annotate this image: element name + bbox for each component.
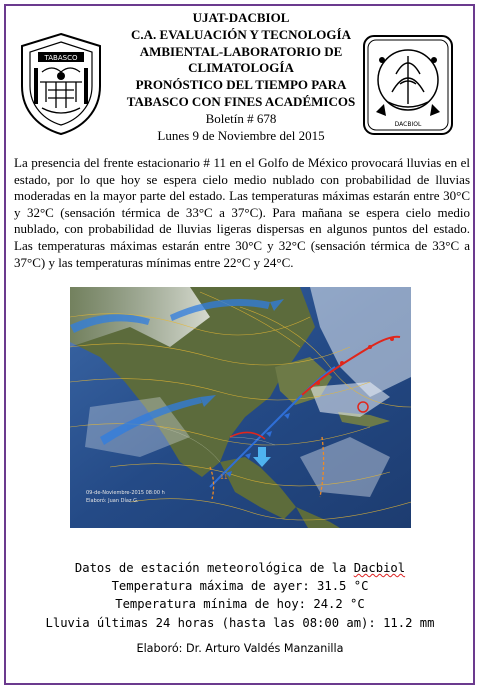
station-title: Datos de estación meteorológica de la Dacbiol xyxy=(74,561,406,575)
report-date: Lunes 9 de Noviembre del 2015 xyxy=(157,127,325,143)
max-temp-line: Temperatura máxima de ayer: 31.5 °C xyxy=(111,579,369,594)
report-title-line2: TABASCO CON FINES ACADÉMICOS xyxy=(126,93,356,109)
institution-title: UJAT-DACBIOL xyxy=(192,10,290,25)
forecast-paragraph: La presencia del frente estacionario # 11 en el Golfo de México provocará lluvias en el estado, por lo que hoy se espera cielo medio nublado con probabilidad de lluvias moderadas en la mayor parte del estado. Las temperaturas máximas estarán entre 30°C y 32°C (sensación térmica de 33°C a 37°C). Para mañana se espera cielo medio nublado, con probabilidad de lluvias ligeras dispersas en algunos puntos del estado. Las temperaturas máximas estarán entre 30°C y 32°C (sensación térmica de 33°C a 37°C) y las temperaturas mínimas entre 22°C y 24°C. xyxy=(14,155,470,270)
academic-body: C.A. EVALUACIÓN Y TECNOLOGÍA xyxy=(131,26,351,42)
rainfall-line: Lluvia últimas 24 horas (hasta las 08:00 am): 11.2 mm xyxy=(45,615,435,630)
lab-name-line2: CLIMATOLOGÍA xyxy=(188,60,294,76)
header-block xyxy=(118,10,364,144)
report-title-line1: PRONÓSTICO DEL TIEMPO PARA xyxy=(135,77,347,93)
station-data xyxy=(40,559,440,632)
map-timestamp: 09-de-Noviembre-2015 08:00 h xyxy=(86,490,165,496)
min-temp-line: Temperatura mínima de hoy: 24.2 °C xyxy=(115,597,365,612)
bulletin-number: Boletín # 678 xyxy=(205,110,277,126)
svg-text:TABASCO: TABASCO xyxy=(44,54,78,62)
author-line: Elaboró: Dr. Arturo Valdés Manzanilla xyxy=(136,642,344,655)
lab-name-line1: AMBIENTAL-LABORATORIO DE xyxy=(139,43,343,59)
dacbiol-logo xyxy=(362,34,454,136)
ujat-seal-logo xyxy=(12,28,110,138)
svg-text:11: 11 xyxy=(220,474,228,481)
svg-text:DACBIOL: DACBIOL xyxy=(394,121,422,128)
station-name: Dacbiol xyxy=(353,561,406,575)
map-author: Elaboró: Juan Díaz G. xyxy=(86,498,139,504)
